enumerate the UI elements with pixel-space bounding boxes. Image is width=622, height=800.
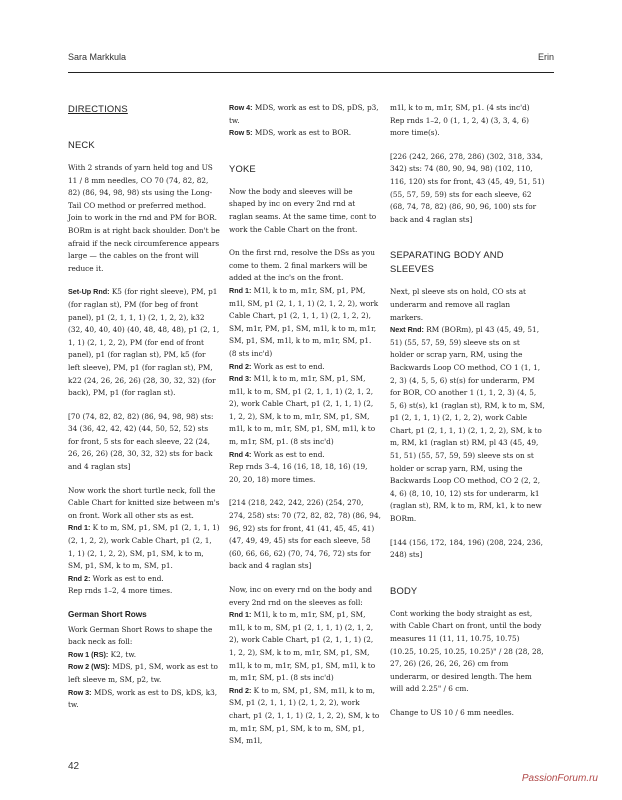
- paragraph-yoke-intro: Now the body and sleeves will be shaped by inc on every 2nd rnd at raglan seams. At the same time, cont to work the Cable Chart on the front.: [229, 186, 377, 234]
- paragraph-inc-cont: [390, 102, 545, 140]
- paragraph-turtle-neck: [68, 485, 220, 598]
- paragraph-short-rows-cont: [229, 102, 381, 140]
- paragraph-body: Cont working the body straight as est, with Cable Chart on front, until the body measures 11 (11, 11, 10.75, 10.75) (10.25, 10.25, 10.25, 10.25)" / 28 (28, 28, 27, 26) (26, 26, 26, 26) cm from underarm, or desired length. The hem will add 2.25" / 6 cm.: [390, 608, 544, 694]
- instruction-repeat: Rep rnds 1–2, 4 more times.: [68, 586, 173, 596]
- section-heading-neck: NECK: [68, 139, 95, 150]
- stitch-count-after-inc: [226 (242, 266, 278, 286) (302, 318, 334, 342) sts: 74 (80, 90, 94, 98) (102, 110, 116, 120) sts for front, 43 (45, 49, 51, 51) (55, 57, 59, 59) sts for each sleeve, 62 (68, 74, 78, 82) (86, 90, 96, 100) sts for back and 4 raglan sts]: [390, 151, 545, 224]
- header-rule: [68, 72, 554, 73]
- instruction-rnd-1: [68, 522, 220, 572]
- instruction-text: K to m, SM, p1, SM, m1l, k to m, SM, p1 (2, 1, 1, 1) (2, 1, 2, 2), work chart, p1 (2, 1, 1, 1) (2, 1, 2, 2), SM, k to m, m1r, SM, p1, SM, k to m, SM, p1, SM, m1l,: [229, 685, 380, 746]
- instruction-rnd-2: [229, 361, 381, 374]
- instruction-label: Row 3:: [68, 687, 92, 697]
- stitch-count-neck: [70 (74, 82, 82, 82) (86, 94, 98, 98) sts: 34 (36, 42, 42, 42) (44, 50, 52, 52) sts for front, 5 sts for each sleeve, 22 (24, 26, 26, 26) (28, 30, 32, 32) sts for back and 4 raglan sts]: [68, 411, 214, 472]
- section-heading-directions: DIRECTIONS: [68, 103, 128, 114]
- section-heading-body: BODY: [390, 584, 418, 596]
- instruction-rnd-2: [68, 573, 220, 586]
- running-header-title: Erin: [537, 52, 554, 62]
- instruction-text: MDS, work as est to BOR.: [252, 128, 352, 138]
- paragraph-cast-on: With 2 strands of yarn held tog and US 11 / 8 mm needles, CO 70 (74, 82, 82, 82) (86, 94, 98, 98) sts using the Long-Tail CO method or preferred method. Join to work in the rnd and PM for BOR. BORm is at right back shoulder. Don't be afraid if the neck circumference appears large — the cables on the front will reduce it.: [68, 163, 220, 273]
- instruction-row-1: [68, 649, 220, 662]
- instruction-label: Rnd 3:: [229, 374, 252, 384]
- instruction-text: M1l, k to m, m1r, SM, p1, SM, m1l, k to m, SM, p1 (2, 1, 1, 1) (2, 1, 2, 2), work Cable Chart, p1 (2, 1, 1, 1) (2, 1, 2, 2), SM, k to m, m1r, SM, p1, SM, m1l, k to m, m1r, SM, p1, SM, m1l, k to m, m1r, SM, p1. (8 sts inc'd): [229, 374, 376, 447]
- instruction-label: Rnd 2:: [229, 361, 252, 371]
- section-heading-yoke: YOKE: [229, 162, 256, 174]
- instruction-label: Next Rnd:: [390, 325, 424, 335]
- turtle-neck-intro: Now work the short turtle neck, foll the Cable Chart for knitted size between m's on front. Work all other sts as est.: [68, 485, 220, 520]
- instruction-label: Rnd 4:: [229, 449, 252, 459]
- instruction-label: Row 1 (RS):: [68, 649, 109, 659]
- instruction-row-5: [229, 127, 381, 140]
- instruction-text: Work as est to end.: [90, 573, 164, 583]
- section-heading-separating: SEPARATING BODY AND SLEEVES: [390, 249, 504, 275]
- short-rows-intro: Work German Short Rows to shape the back neck as foll:: [68, 624, 213, 647]
- column-2: [229, 102, 381, 759]
- paragraph-separating-intro: [390, 286, 545, 525]
- instruction-label: Rnd 1:: [229, 610, 252, 620]
- instruction-text: K2, tw.: [108, 649, 137, 659]
- instruction-row-3: [68, 687, 220, 712]
- instruction-next-rnd: [390, 324, 545, 526]
- instruction-label: Row 2 (WS):: [68, 662, 110, 672]
- instruction-label: Rnd 2:: [229, 685, 252, 695]
- instruction-text: Work as est to end.: [251, 361, 325, 371]
- instruction-text: M1l, k to m, m1r, SM, p1, SM, m1l, k to m, SM, p1 (2, 1, 1, 1) (2, 1, 2, 2), work Cable Chart, p1 (2, 1, 1, 1) (2, 1, 2, 2), SM, k to m, m1r, SM, p1, SM, m1l, k to m, m1r, SM, p1, SM, m1l, k to m, m1r, SM, p1. (8 sts inc'd): [229, 610, 376, 683]
- paragraph-body-sleeve-inc: [229, 584, 381, 748]
- instruction-text: MDS, work as est to DS, kDS, k3, tw.: [68, 687, 218, 710]
- paragraph-change-needles: Change to US 10 / 6 mm needles.: [390, 707, 514, 717]
- watermark: PassionForum.ru: [521, 773, 598, 784]
- instruction-label: Row 4:: [229, 103, 253, 112]
- instruction-continued: m1l, k to m, m1r, SM, p1. (4 sts inc'd): [390, 103, 530, 112]
- instruction-label: Set-Up Rnd:: [68, 287, 110, 297]
- instruction-setup-round: [68, 286, 220, 399]
- column-1: [68, 102, 220, 723]
- instruction-row-2: [68, 661, 220, 686]
- separating-intro: Next, pl sleeve sts on hold, CO sts at underarm and remove all raglan markers.: [390, 287, 526, 322]
- column-3: [390, 102, 545, 731]
- subheading-german-short-rows: German Short Rows: [68, 610, 147, 619]
- instruction-row-4: [229, 102, 381, 127]
- paragraph-yoke-rounds: [229, 247, 381, 486]
- instruction-repeat: Rep rnds 3–4, 16 (16, 18, 18, 16) (19, 20, 20, 18) more times.: [229, 462, 368, 484]
- paragraph-short-rows: [68, 609, 220, 712]
- instruction-rnd-1: [229, 285, 381, 361]
- instruction-rnd-3: [229, 373, 381, 449]
- instruction-label: Row 5:: [229, 128, 253, 138]
- instruction-rnd-1b: [229, 609, 381, 685]
- yoke-first-round-note: On the first rnd, resolve the DSs as you come to them. 2 final markers will be added at the inc's on the front.: [229, 248, 375, 283]
- stitch-count-body: [144 (156, 172, 184, 196) (208, 224, 236, 248) sts]: [390, 537, 543, 560]
- instruction-text: Work as est to end.: [251, 449, 325, 459]
- stitch-count-yoke: [214 (218, 242, 242, 226) (254, 270, 274, 258) sts: 70 (72, 82, 82, 78) (86, 94, 96, 92) sts for front, 41 (41, 45, 45, 41) (47, 49, 49, 45) sts for each sleeve, 58 (60, 66, 66, 62) (70, 74, 76, 72) sts for back and 4 raglan sts]: [229, 498, 381, 571]
- running-header-author: Sara Markkula: [68, 52, 127, 62]
- instruction-text: K5 (for right sleeve), PM, p1 (for raglan st), PM (for beg of front panel), p1 (2, 1, 1, 1) (2, 1, 2, 2), k32 (32, 40, 40, 40) (40, 48, 48, 48), p1 (2, 1, 1, 1) (2, 1, 2, 2), PM (for end of front panel), p1 (for raglan st), PM, k5 (for left sleeve), PM, p1 (for raglan st), PM, k22 (24, 26, 26, 26) (28, 30, 32, 32) (for back), PM, p1 (for raglan st).: [68, 287, 220, 398]
- instruction-text: K to m, SM, p1, SM, p1 (2, 1, 1, 1) (2, 1, 2, 2), work Cable Chart, p1 (2, 1, 1, 1) (2, 1, 2, 2), SM, p1, SM, k to m, SM, p1, SM, k to m, SM, p1.: [68, 523, 220, 571]
- instruction-repeat: Rep rnds 1–2, 0 (1, 1, 2, 4) (3, 3, 4, 6) more time(s).: [390, 115, 529, 138]
- instruction-label: Rnd 1:: [229, 285, 252, 295]
- instruction-rnd-4: [229, 449, 381, 462]
- instruction-label: Rnd 1:: [68, 523, 91, 533]
- instruction-text: MDS, p1, SM, work as est to left sleeve m, SM, p2, tw.: [68, 662, 218, 684]
- page-number: 42: [68, 761, 80, 772]
- instruction-text: MDS, work as est to DS, pDS, p3, tw.: [229, 103, 379, 125]
- instruction-rnd-2b: [229, 685, 381, 748]
- inc-intro: Now, inc on every rnd on the body and every 2nd rnd on the sleeves as foll:: [229, 585, 373, 607]
- instruction-text: RM (BORm), pl 43 (45, 49, 51, 51) (55, 57, 59, 59) sleeve sts on st holder or scrap yarn, RM, using the Backwards Loop CO method, CO 1 (1, 1, 2, 3) (4, 5, 5, 6) st(s) for underarm, PM for BOR, CO another 1 (1, 1, 2, 3) (4, 5, 5, 6) st(s), k1 (raglan st), RM, k to m, SM, p1 (2, 1, 1, 1) (2, 1, 2, 2), work Cable Chart, p1 (2, 1, 1, 1) (2, 1, 2, 2), SM, k to m, RM, k1 (raglan st) RM, pl 43 (45, 49, 51, 51) (55, 57, 59, 59) sleeve sts on st holder or scrap yarn, RM, using the Backwards Loop CO method, CO 2 (2, 2, 4, 6) (8, 10, 10, 12) sts for underarm, k1 (raglan st), RM, k to m, RM, k1, k to new BORm.: [390, 325, 545, 524]
- instruction-text: M1l, k to m, m1r, SM, p1, PM, m1l, SM, p1 (2, 1, 1, 1) (2, 1, 2, 2), work Cable Chart, p1 (2, 1, 1, 1) (2, 1, 2, 2), SM, m1r, PM, p1, SM, m1l, k to m, m1r, SM, p1, SM, m1l, k to m, m1r, SM, p1. (8 sts inc'd): [229, 285, 379, 358]
- instruction-label: Rnd 2:: [68, 573, 91, 583]
